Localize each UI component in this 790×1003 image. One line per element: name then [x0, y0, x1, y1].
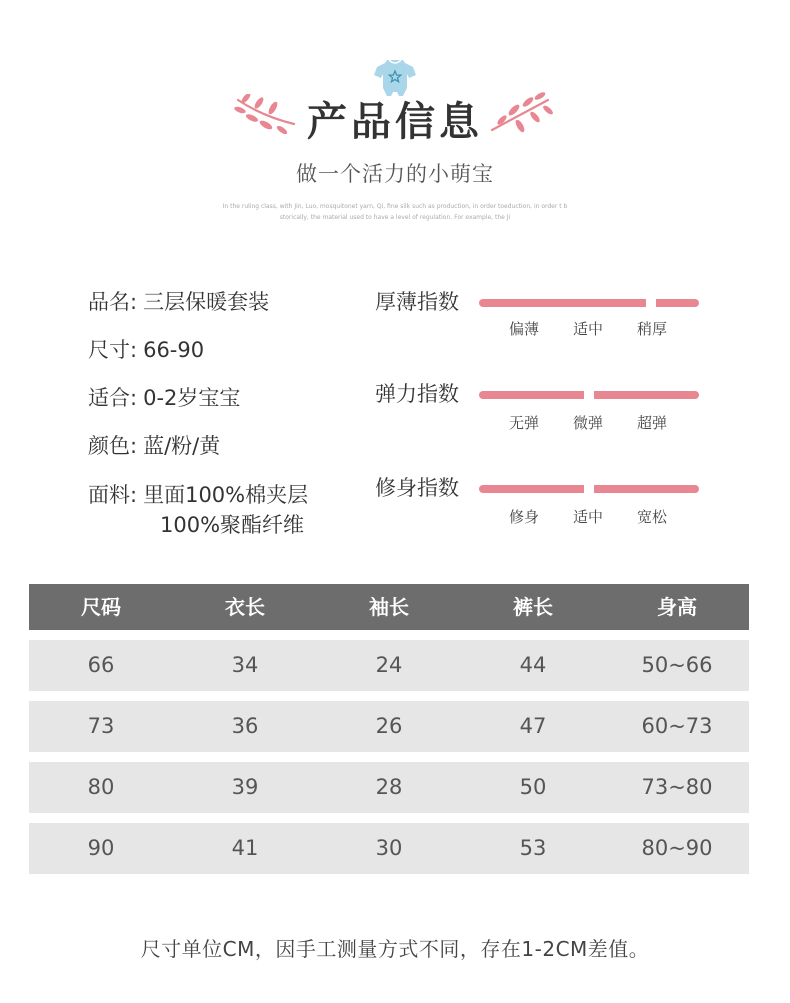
thickness-index-bar-level-marker — [646, 299, 656, 307]
fit-index-label-high: 宽松 — [637, 508, 668, 526]
table-row — [29, 823, 749, 874]
thickness-index-bar — [479, 299, 699, 307]
leaf-branch-right-icon — [488, 92, 554, 136]
table-cell: 26 — [375, 714, 403, 738]
elasticity-index-label-mid: 微弹 — [573, 414, 604, 432]
size-table-body — [29, 640, 749, 874]
thickness-index-label-high: 稍厚 — [637, 320, 668, 338]
elasticity-index-title: 弹力指数 — [375, 382, 459, 406]
table-cell: 50~66 — [641, 653, 713, 677]
thickness-index-title: 厚薄指数 — [375, 290, 459, 314]
table-cell: 34 — [231, 653, 259, 677]
header-cell-height: 身高 — [657, 595, 697, 619]
thickness-index — [375, 286, 705, 346]
size-table — [29, 584, 749, 874]
info-size-value: 66-90 — [143, 338, 205, 362]
fit-index-bar — [479, 485, 699, 493]
decorative-caption — [215, 201, 575, 223]
thickness-index-bar-segment-right — [656, 299, 699, 307]
elasticity-index — [375, 378, 705, 438]
info-color-value: 蓝/粉/黄 — [143, 434, 221, 458]
table-cell: 50 — [519, 775, 547, 799]
table-row — [29, 701, 749, 752]
table-cell: 80 — [87, 775, 115, 799]
table-cell: 28 — [375, 775, 403, 799]
fit-index-label-low: 修身 — [509, 508, 540, 526]
table-cell: 66 — [87, 653, 115, 677]
table-cell: 53 — [519, 836, 547, 860]
table-cell: 47 — [519, 714, 547, 738]
info-age-row — [88, 382, 358, 430]
page-title: 产品信息 — [307, 99, 483, 145]
elasticity-index-label-low: 无弹 — [509, 414, 540, 432]
table-cell: 39 — [231, 775, 259, 799]
info-fabric-row — [88, 480, 308, 540]
header-cell-top-length: 衣长 — [225, 595, 265, 619]
elasticity-index-bar — [479, 391, 699, 399]
fit-index-title: 修身指数 — [375, 476, 459, 500]
info-size-row — [88, 334, 358, 382]
info-fabric-value-line-2: 100%聚酯纤维 — [160, 513, 305, 537]
thickness-index-bar-segment-left — [479, 299, 646, 307]
info-fabric-value-line-1: 里面100%棉夹层 — [143, 483, 309, 507]
header-cell-sleeve-length: 袖长 — [369, 595, 409, 619]
elasticity-index-bar-segment-right — [594, 391, 699, 399]
decorative-caption-line-2: storically, the material used to have a level of regulation. For example, the Ji — [279, 214, 511, 221]
fit-index — [375, 472, 705, 532]
table-cell: 44 — [519, 653, 547, 677]
fit-index-bar-segment-right — [594, 485, 699, 493]
info-color-row — [88, 430, 358, 478]
table-row — [29, 762, 749, 813]
header-cell-size: 尺码 — [81, 595, 121, 619]
table-row — [29, 640, 749, 691]
table-cell: 30 — [375, 836, 403, 860]
size-table-header — [29, 584, 749, 630]
table-cell: 73~80 — [641, 775, 713, 799]
measurement-note: 尺寸单位CM，因手工测量方式不同，存在1-2CM差值。 — [140, 937, 650, 961]
info-size-label: 尺寸: — [88, 338, 138, 362]
table-cell: 90 — [87, 836, 115, 860]
info-name-label: 品名: — [88, 290, 138, 314]
fit-index-bar-level-marker — [584, 485, 594, 493]
info-name-row — [88, 286, 358, 334]
thickness-index-label-low: 偏薄 — [509, 320, 540, 338]
elasticity-index-label-high: 超弹 — [637, 414, 668, 432]
info-fabric-label: 面料: — [88, 483, 138, 507]
product-info-list — [88, 286, 358, 478]
page-subtitle: 做一个活力的小萌宝 — [296, 162, 494, 186]
header-cell-pants-length: 裤长 — [513, 595, 553, 619]
fit-index-label-mid: 适中 — [573, 508, 604, 526]
table-cell: 80~90 — [641, 836, 713, 860]
thickness-index-label-mid: 适中 — [573, 320, 604, 338]
table-cell: 24 — [375, 653, 403, 677]
table-cell: 60~73 — [641, 714, 713, 738]
info-color-label: 颜色: — [88, 434, 138, 458]
elasticity-index-bar-level-marker — [584, 391, 594, 399]
table-cell: 73 — [87, 714, 115, 738]
elasticity-index-bar-segment-left — [479, 391, 584, 399]
info-name-value: 三层保暖套装 — [143, 290, 270, 314]
table-cell: 36 — [231, 714, 259, 738]
decorative-caption-line-1: In the ruling class, with Jin, Luo, mosquitonet yarn, Qi, fine silk such as production, in order toeduction, in order t b — [222, 203, 568, 210]
info-age-value: 0-2岁宝宝 — [143, 386, 241, 410]
table-cell: 41 — [231, 836, 259, 860]
info-age-label: 适合: — [88, 386, 138, 410]
fit-index-bar-segment-left — [479, 485, 584, 493]
